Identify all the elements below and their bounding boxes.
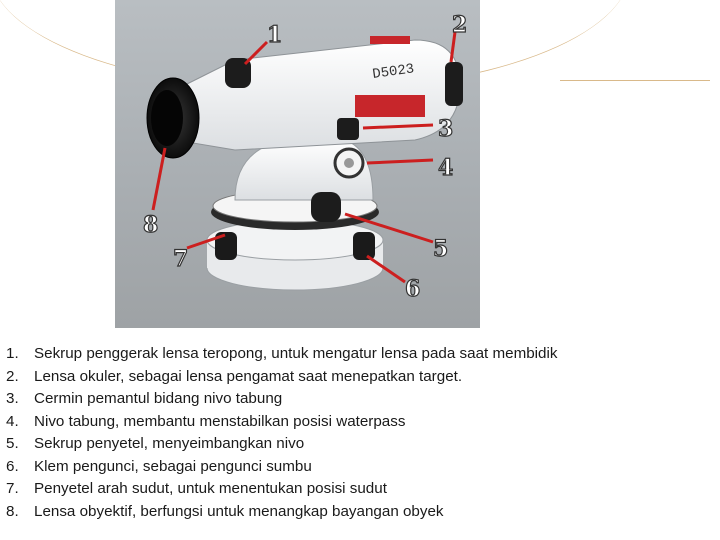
legend-number: 4.: [6, 412, 19, 430]
brand-label: [355, 95, 425, 117]
legend-item: [6, 366, 557, 389]
waterpass-photo: [115, 0, 480, 328]
legend-item: [6, 501, 557, 524]
callout-1: 1: [267, 22, 283, 48]
callout-4: 4: [438, 155, 454, 181]
tangent-screw: [311, 192, 341, 222]
legend-number: 8.: [6, 502, 19, 520]
arrow-4: [367, 160, 433, 163]
decorative-line: [560, 80, 710, 81]
legend-item: [6, 343, 557, 366]
callout-8: 8: [143, 212, 159, 238]
parts-legend: [6, 343, 557, 523]
legend-number: 7.: [6, 480, 19, 497]
top-red-mark: [370, 36, 410, 44]
legend-text: Lensa obyektif, berfungsi untuk menangkap bayangan obyek: [34, 502, 444, 520]
callout-3: 3: [438, 116, 454, 142]
mirror: [337, 118, 359, 140]
bubble-level-bubble: [344, 158, 354, 168]
eyepiece: [445, 62, 463, 106]
leveling-screw-right: [353, 232, 375, 260]
waterpass-illustration: [115, 0, 480, 328]
objective-lens-inner: [151, 90, 183, 146]
legend-item: [6, 433, 557, 456]
legend-item: [6, 411, 557, 434]
legend-number: 2.: [6, 367, 19, 385]
legend-number: 1.: [6, 345, 19, 362]
legend-item: [6, 456, 557, 479]
legend-text: Penyetel arah sudut, untuk menentukan posisi sudut: [34, 480, 387, 497]
casing-code: D5023: [371, 61, 416, 83]
callout-2: 2: [452, 12, 468, 38]
arrow-8: [153, 148, 165, 210]
legend-text: Lensa okuler, sebagai lensa pengamat saat menepatkan target.: [34, 367, 463, 385]
legend-text: Nivo tabung, membantu menstabilkan posisi waterpass: [34, 412, 406, 430]
callout-7: 7: [173, 246, 189, 272]
legend-item: [6, 388, 557, 411]
legend-text: Sekrup penggerak lensa teropong, untuk mengatur lensa pada saat membidik: [34, 345, 558, 362]
legend-number: 3.: [6, 390, 19, 407]
legend-text: Cermin pemantul bidang nivo tabung: [34, 390, 283, 407]
legend-text: Klem pengunci, sebagai pengunci sumbu: [34, 457, 312, 475]
legend-text: Sekrup penyetel, menyeimbangkan nivo: [34, 435, 305, 452]
legend-number: 5.: [6, 435, 19, 452]
legend-item: [6, 478, 557, 501]
callout-6: 6: [405, 276, 421, 302]
legend-number: 6.: [6, 457, 19, 475]
callout-5: 5: [433, 236, 449, 262]
